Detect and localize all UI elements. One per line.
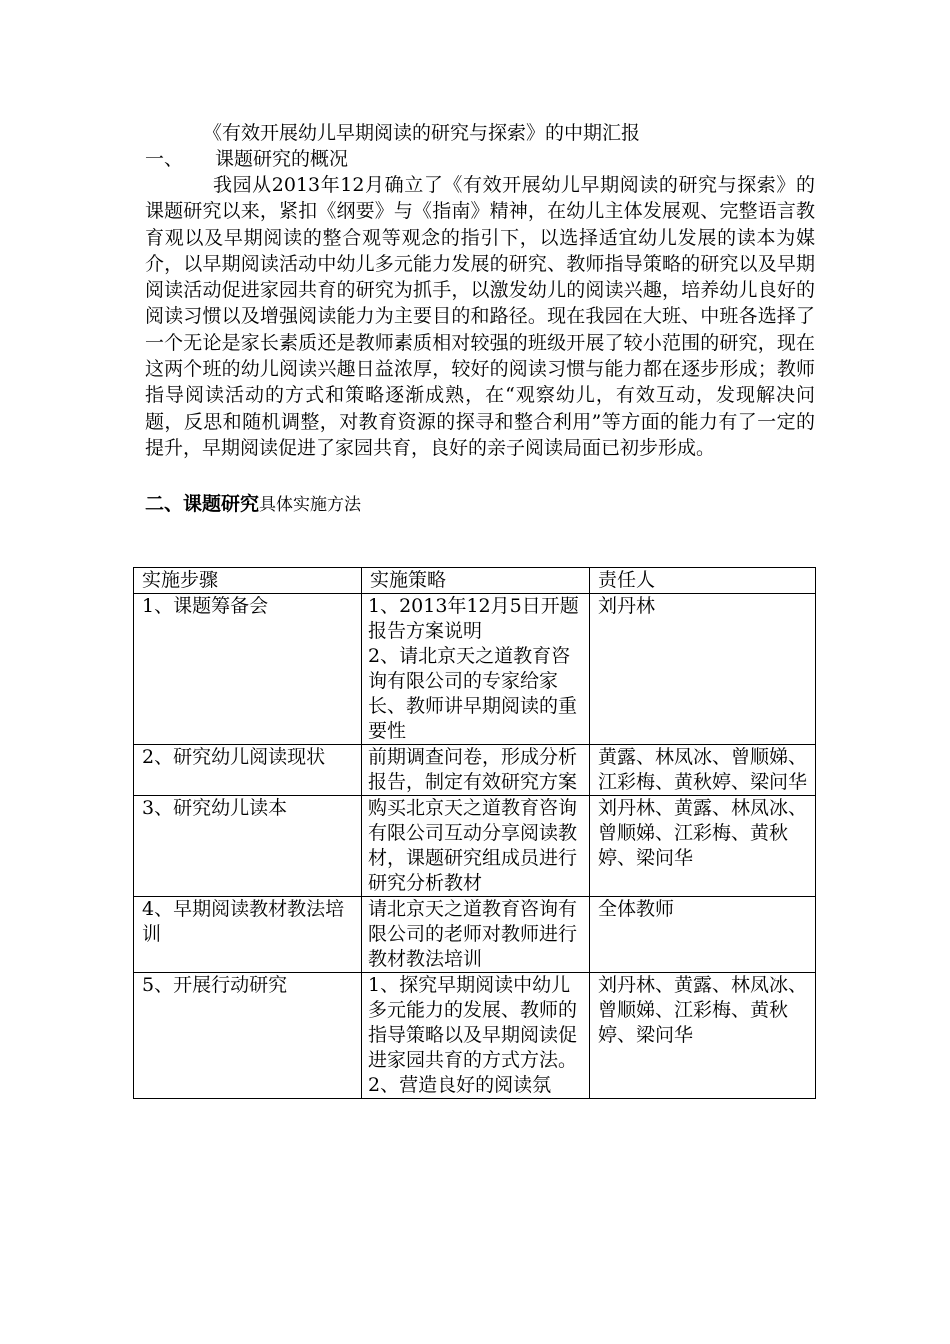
strategy-cell: 1、2013年12月5日开题报告方案说明 2、请北京天之道教育咨询有限公司的专家给家长、教师讲早期阅读的重要性 <box>362 594 590 745</box>
table-row <box>134 594 816 745</box>
owner-cell: 刘丹林、黄露、林凤冰、曾顺娣、江彩梅、黄秋婷、梁问华 <box>590 796 816 897</box>
step-cell: 1、课题筹备会 <box>134 594 362 745</box>
section-heading-bold: 二、课题研究 <box>145 493 260 516</box>
header-step: 实施步骤 <box>134 568 362 594</box>
section-title: 课题研究的概况 <box>215 148 349 170</box>
overview-paragraph: 我园从2013年12月确立了《有效开展幼儿早期阅读的研究与探索》的课题研究以来，紧扣《纲要》与《指南》精神，在幼儿主体发展观、完整语言教育观以及早期阅读的整合观等观念的指引下，以选择适宜幼儿发展的读本为媒介，以早期阅读活动中幼儿多元能力发展的研究、教师指导策略的研究以及早期阅读活动促进家园共育的研究为抓手，以激发幼儿的阅读兴趣，培养幼儿良好的阅读习惯以及增强阅读能力为主要目的和路径。现在我园在大班、中班各选择了一个无论是家长素质还是教师素质相对较强的班级开展了较小范围的研究，现在这两个班的幼儿阅读兴趣日益浓厚，较好的阅读习惯与能力都在逐步形成；教师指导阅读活动的方式和策略逐渐成熟，在“观察幼儿，有效互动，发现解决问题，反思和随机调整，对教育资源的探寻和整合利用”等方面的能力有了一定的提升，早期阅读促进了家园共育，良好的亲子阅读局面已初步形成。 <box>145 174 815 459</box>
owner-cell: 刘丹林、黄露、林凤冰、曾顺娣、江彩梅、黄秋婷、梁问华 <box>590 973 816 1099</box>
strategy-cell: 购买北京天之道教育咨询有限公司互动分享阅读教材，课题研究组成员进行研究分析教材 <box>362 796 590 897</box>
owner-cell: 全体教师 <box>590 897 816 973</box>
table-row <box>134 745 816 796</box>
header-strategy: 实施策略 <box>362 568 590 594</box>
section-heading-2 <box>145 491 815 518</box>
section-number: 一、 <box>145 148 184 170</box>
implementation-table <box>133 567 816 1099</box>
document-body <box>145 120 815 518</box>
table-row <box>134 897 816 973</box>
table-row <box>134 796 816 897</box>
document-title: 《有效开展幼儿早期阅读的研究与探索》的中期汇报 <box>203 122 641 144</box>
strategy-cell: 请北京天之道教育咨询有限公司的老师对教师进行教材教法培训 <box>362 897 590 973</box>
table-row <box>134 973 816 1099</box>
section-heading-rest: 具体实施方法 <box>259 495 362 516</box>
strategy-cell: 1、探究早期阅读中幼儿多元能力的发展、教师的指导策略以及早期阅读促进家园共育的方式方法。 2、营造良好的阅读氛 <box>362 973 590 1099</box>
step-cell: 4、早期阅读教材教法培训 <box>134 897 362 973</box>
step-cell: 5、开展行动研究 <box>134 973 362 1099</box>
step-cell: 2、研究幼儿阅读现状 <box>134 745 362 796</box>
strategy-cell: 前期调查问卷，形成分析报告，制定有效研究方案 <box>362 745 590 796</box>
owner-cell: 刘丹林 <box>590 594 816 745</box>
table-header-row <box>134 568 816 594</box>
owner-cell: 黄露、林凤冰、曾顺娣、江彩梅、黄秋婷、梁问华 <box>590 745 816 796</box>
step-cell: 3、研究幼儿读本 <box>134 796 362 897</box>
header-owner: 责任人 <box>590 568 816 594</box>
section-heading-1 <box>145 146 815 172</box>
